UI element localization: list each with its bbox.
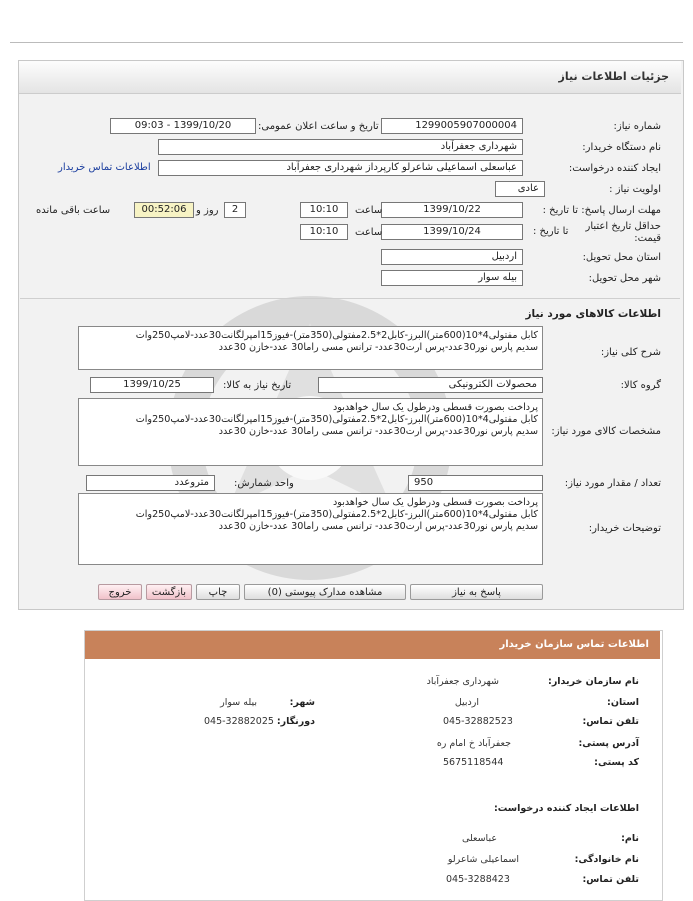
top-divider: [10, 42, 683, 43]
page-title: جزئیات اطلاعات نیاز: [558, 70, 669, 83]
exit-button[interactable]: خروج: [98, 584, 142, 600]
notes-textarea[interactable]: [78, 493, 543, 565]
need-number-field[interactable]: 1299005907000004: [381, 118, 523, 134]
specs-line: سدیم پارس نور30عدد-پرس ارت30عدد- ترانس مسی راما30 عدد-خازن 30عدد: [218, 426, 538, 437]
deadline-date-field[interactable]: 1399/10/22: [381, 202, 523, 218]
remaining-time-field: 00:52:06: [134, 202, 194, 218]
contact-city-label: شهر:: [289, 697, 315, 708]
need-date-field[interactable]: 1399/10/25: [90, 377, 214, 393]
announce-field[interactable]: 1399/10/20 - 09:03: [110, 118, 256, 134]
group-label: گروه کالا:: [620, 380, 661, 391]
buyer-contact-link[interactable]: اطلاعات تماس خریدار: [58, 162, 151, 173]
specs-textarea[interactable]: [78, 398, 543, 466]
contact-phone-value: 045-32882523: [443, 716, 513, 727]
need-number-label: شماره نیاز:: [613, 121, 661, 132]
address-value: جعفرآباد خ امام ره: [436, 738, 511, 749]
province-field[interactable]: اردبیل: [381, 249, 523, 265]
fax-label: دورنگار:: [276, 716, 315, 727]
creator-family-value: اسماعیلی شاعرلو: [447, 854, 519, 865]
reply-button[interactable]: پاسخ به نیاز: [410, 584, 543, 600]
contact-card-title: اطلاعات تماس سازمان خریدار: [499, 639, 649, 650]
remaining-label: ساعت باقی مانده: [36, 205, 111, 216]
qty-label: تعداد / مقدار مورد نیاز:: [564, 478, 661, 489]
contact-province-label: استان:: [607, 697, 639, 708]
specs-line: کابل مفتولی4*10(600متر)البرز-کابل2*2.5مفتولی(350متر)-فیوز15امپرلگانت30عدد-لامپ250وات: [135, 414, 538, 425]
creator-info-title: اطلاعات ایجاد کننده درخواست:: [493, 803, 639, 814]
org-name-label: نام سازمان خریدار:: [548, 676, 639, 687]
attachments-button[interactable]: مشاهده مدارک پیوستی (0): [244, 584, 406, 600]
need-date-label: تاریخ نیاز به کالا:: [223, 380, 292, 391]
validity-date-field[interactable]: 1399/10/24: [381, 224, 523, 240]
contact-city-value: بیله سوار: [220, 697, 257, 708]
city-field[interactable]: بیله سوار: [381, 270, 523, 286]
org-name-value: شهرداری جعفرآباد: [426, 676, 499, 687]
specs-line: پرداخت بصورت قسطی ودرطول یک سال خواهدبود: [332, 402, 538, 413]
summary-textarea[interactable]: [78, 326, 543, 370]
deadline-time-field[interactable]: 10:10: [300, 202, 348, 218]
summary-label: شرح کلی نیاز:: [600, 347, 661, 358]
postal-code-value: 5675118544: [443, 757, 504, 768]
unit-label: واحد شمارش:: [234, 478, 294, 489]
postal-code-label: کد پستی:: [594, 757, 639, 768]
creator-phone-value: 045-3288423: [446, 874, 510, 885]
creator-field[interactable]: عباسعلی اسماعیلی شاعرلو کارپرداز شهرداری جعفرآباد: [158, 160, 523, 176]
city-label: شهر محل تحویل:: [588, 273, 661, 284]
deadline-time-label: ساعت: [355, 205, 383, 216]
days-label: روز و: [196, 205, 219, 216]
print-button[interactable]: چاپ: [196, 584, 240, 600]
buyer-org-label: نام دستگاه خریدار:: [582, 142, 661, 153]
province-label: استان محل تحویل:: [582, 252, 661, 263]
section-divider: [20, 298, 680, 299]
notes-line: پرداخت بصورت قسطی ودرطول یک سال خواهدبود: [332, 497, 538, 508]
notes-label: توضیحات خریدار:: [588, 523, 661, 534]
days-field[interactable]: 2: [224, 202, 246, 218]
validity-time-field[interactable]: 10:10: [300, 224, 348, 240]
summary-line: کابل مفتولی4*10(600متر)البرز-کابل2*2.5مفتولی(350متر)-فیوز15امپرلگانت30عدد-لامپ250وات: [135, 330, 538, 341]
fax-value: 045-32882025: [204, 716, 274, 727]
qty-field[interactable]: 950: [408, 475, 543, 491]
priority-field[interactable]: عادی: [495, 181, 545, 197]
summary-line: سدیم پارس نور30عدد-پرس ارت30عدد- ترانس مسی راما30 عدد-خازن 30عدد: [218, 342, 538, 353]
back-button[interactable]: بازگشت: [146, 584, 192, 600]
address-label: آدرس پستی:: [578, 738, 639, 749]
creator-name-value: عباسعلی: [461, 833, 497, 844]
priority-label: اولویت نیاز :: [609, 184, 661, 195]
specs-label: مشخصات کالای مورد نیاز:: [551, 426, 661, 437]
creator-phone-label: تلفن تماس:: [582, 874, 639, 885]
validity-to-label: تا تاریخ :: [533, 226, 569, 237]
creator-label: ایجاد کننده درخواست:: [568, 163, 661, 174]
contact-phone-label: تلفن تماس:: [582, 716, 639, 727]
contact-province-value: اردبیل: [454, 697, 479, 708]
unit-field[interactable]: متروعدد: [86, 475, 215, 491]
validity-label: حداقل تاریخ اعتبار قیمت:: [585, 221, 661, 244]
creator-family-label: نام خانوادگی:: [574, 854, 639, 865]
notes-line: کابل مفتولی4*10(600متر)البرز-کابل2*2.5مفتولی(350متر)-فیوز15امپرلگانت30عدد-لامپ250وات: [135, 509, 538, 520]
announce-label: تاریخ و ساعت اعلان عمومی:: [258, 121, 379, 132]
group-field[interactable]: محصولات الکترونیکی: [318, 377, 543, 393]
deadline-label: مهلت ارسال پاسخ: تا تاریخ :: [542, 205, 661, 216]
notes-line: سدیم پارس نور30عدد-پرس ارت30عدد- ترانس مسی راما30 عدد-خازن 30عدد: [218, 521, 538, 532]
validity-time-label: ساعت: [355, 227, 383, 238]
creator-name-label: نام:: [621, 833, 639, 844]
goods-section-title: اطلاعات کالاهای مورد نیاز: [525, 308, 661, 320]
buyer-org-field[interactable]: شهرداری جعفرآباد: [158, 139, 523, 155]
